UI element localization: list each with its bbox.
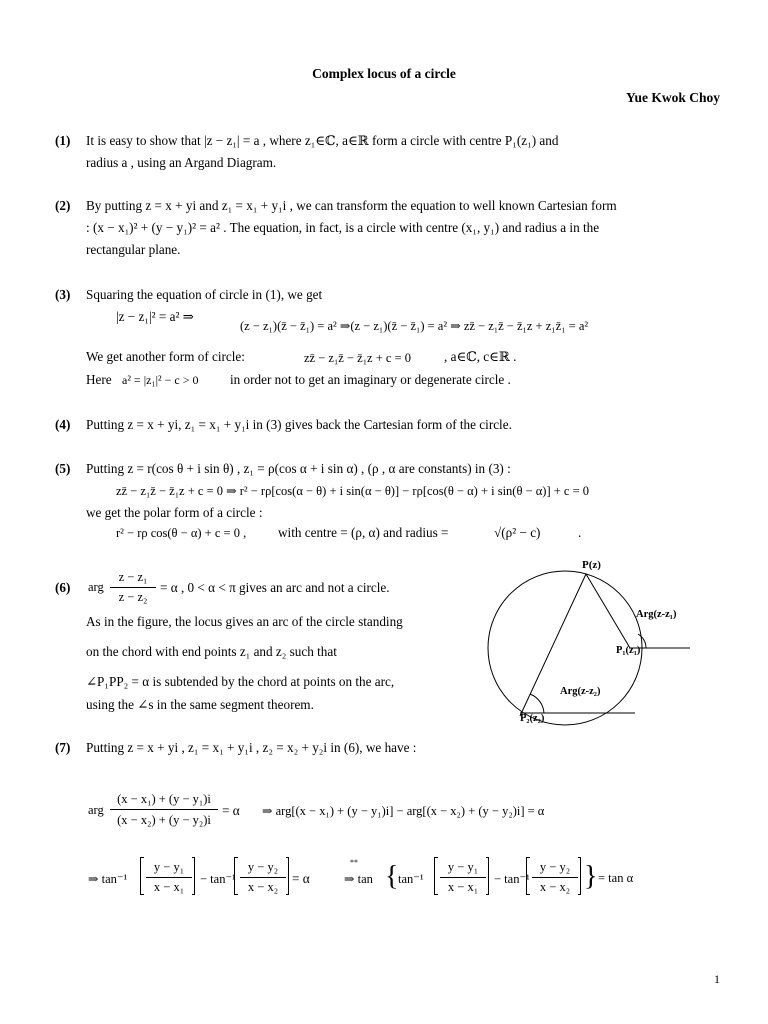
section-7-eq3-bracket-2-left xyxy=(526,857,530,895)
section-7-eq3-numerator-2: y − y₂ xyxy=(539,860,571,874)
section-5-equation-2a: r² − rρ cos(θ − α) + c = 0 , xyxy=(116,526,247,540)
section-6-number: (6) xyxy=(55,580,71,595)
section-7-eq1-arg: arg xyxy=(88,803,104,817)
section-7-eq2-bracket-1-left xyxy=(140,857,144,895)
section-7-eq1-rhs: = α xyxy=(222,803,240,818)
label-p2: P₂(z₂) xyxy=(520,713,545,724)
section-7-eq3-fraction-bar-1 xyxy=(440,877,486,878)
section-7-eq3-bracket-1-left xyxy=(434,857,438,895)
section-7-eq2-bracket-1-right xyxy=(192,857,195,895)
author-name: Yue Kwok Choy xyxy=(625,90,720,105)
section-6-fraction-denominator: z − z₂ xyxy=(118,590,148,604)
angle-arc-p2 xyxy=(530,694,544,713)
section-5-equation-2b: with centre = (ρ, α) and radius = xyxy=(278,525,449,540)
section-7-eq1-arg-difference: ⇒ arg[(x − x₁) + (y − y₁)i] − arg[(x − x₂) + (y − y₂)i] = α xyxy=(262,804,545,818)
section-7-eq2-numerator-1: y − y₁ xyxy=(153,860,185,874)
section-7-eq1-fraction-bar xyxy=(110,809,218,810)
document-title: Complex locus of a circle xyxy=(312,66,456,81)
section-2-number: (2) xyxy=(55,198,71,213)
section-5-number: (5) xyxy=(55,461,71,476)
section-7-number: (7) xyxy=(55,740,71,755)
section-3-number: (3) xyxy=(55,287,71,302)
section-2-line-3: rectangular plane. xyxy=(86,242,181,257)
section-7-eq2-fraction-bar-1 xyxy=(146,877,192,878)
section-6-line-3: on the chord with end points z₁ and z₂ such that xyxy=(86,644,337,659)
section-6-fraction-bar xyxy=(110,587,156,588)
section-7-line-1: Putting z = x + yi , z₁ = x₁ + y₁i , z₂ = x₂ + y₂i in (6), we have : xyxy=(86,740,417,755)
section-7-eq3-minus: − tan⁻¹ xyxy=(494,872,530,886)
section-1-line-1: It is easy to show that |z − z₁| = a , where z₁∈ℂ, a∈ℝ form a circle with centre P₁(z₁) and xyxy=(86,133,559,148)
section-7-eq2-fraction-bar-2 xyxy=(240,877,286,878)
section-6-condition: = α , 0 < α < π gives an arc and not a circle. xyxy=(160,580,390,595)
section-5-line-1: Putting z = r(cos θ + i sin θ) , z₁ = ρ(cos α + i sin α) , (ρ , α are constants) in (3) : xyxy=(86,461,511,476)
section-7-eq3-tan-inverse: tan⁻¹ xyxy=(398,872,424,886)
section-1-number: (1) xyxy=(55,133,71,148)
section-3-line-3c: in order not to get an imaginary or degenerate circle . xyxy=(230,372,511,387)
section-4-line-1: Putting z = x + yi, z₁ = x₁ + y₁i in (3) gives back the Cartesian form of the circle. xyxy=(86,417,512,432)
section-3-line-2c: , a∈ℂ, c∈ℝ . xyxy=(444,349,517,364)
section-3-equation-1b: (z − z₁)(z̄ − z̄₁) = a² ⇒(z − z₁)(z̄ − z̄₁) = a² ⇒ zz̄ − z₁z̄ − z̄₁z + z₁z̄₁ = a² xyxy=(240,319,589,333)
label-p: P(z) xyxy=(582,559,601,571)
section-7-eq1-denominator: (x − x₂) + (y − y₂)i xyxy=(117,813,211,827)
section-5-equation-2d: . xyxy=(578,525,582,540)
circle-arc-figure xyxy=(470,555,730,730)
section-7-eq3-lead: ⇒ tan xyxy=(344,872,373,886)
section-6-fraction-numerator: z − z₁ xyxy=(118,570,148,584)
section-7-eq2-minus: − tan⁻¹ xyxy=(200,872,236,886)
page-number: 1 xyxy=(714,972,720,986)
section-7-eq1-numerator: (x − x₁) + (y − y₁)i xyxy=(117,792,211,806)
section-7-eq2-lead: ⇒ tan⁻¹ xyxy=(88,872,128,886)
section-3-line-2a: We get another form of circle: xyxy=(86,349,245,364)
section-7-eq3-rhs: = tan α xyxy=(598,871,634,885)
label-arg-z-z1: Arg(z-z₁) xyxy=(636,609,677,620)
section-7-eq2-denominator-1: x − x₁ xyxy=(153,880,185,894)
label-p1: P₁(z₁) xyxy=(616,645,641,656)
section-7-eq3-bracket-2-right xyxy=(578,857,581,895)
section-7-eq3-denominator-1: x − x₁ xyxy=(447,880,479,894)
section-2-line-2: : (x − x₁)² + (y − y₁)² = a² . The equation, in fact, is a circle with centre (x₁, y₁) and radius a in the xyxy=(86,220,600,235)
section-3-line-1: Squaring the equation of circle in (1), we get xyxy=(86,287,323,302)
section-3-equation-1a: |z − z₁|² = a² ⇒ xyxy=(116,309,194,324)
section-7-eq3-numerator-1: y − y₁ xyxy=(447,860,479,874)
section-7-eq3-brace-right: } xyxy=(584,861,598,892)
section-3-line-2b: zz̄ − z₁z̄ − z̄₁z + c = 0 xyxy=(304,351,412,365)
section-6-arg: arg xyxy=(88,580,104,594)
section-5-equation-1: zz̄ − z₁z̄ − z̄₁z + c = 0 ⇒ r² − rρ[cos(α − θ) + i sin(α − θ)] − rρ[cos(θ − α) + i sin(θ − α)] + c = 0 xyxy=(116,484,590,498)
section-7-eq2-denominator-2: x − x₂ xyxy=(247,880,279,894)
section-3-line-3b: a² = |z₁|² − c > 0 xyxy=(122,373,199,387)
section-7-eq3-star: ** xyxy=(350,858,358,867)
section-5-equation-2c: √(ρ² − c) xyxy=(494,525,541,540)
section-6-line-4: ∠P₁PP₂ = α is subtended by the chord at points on the arc, xyxy=(86,674,395,689)
section-7-eq3-bracket-1-right xyxy=(486,857,489,895)
section-6-line-5: using the ∠s in the same segment theorem. xyxy=(86,697,314,712)
section-3-line-3a: Here xyxy=(86,372,112,387)
section-4-number: (4) xyxy=(55,417,71,432)
section-7-eq2-numerator-2: y − y₂ xyxy=(247,860,279,874)
label-arg-z-z2: Arg(z-z₂) xyxy=(560,686,601,697)
section-7-eq2-bracket-2-right xyxy=(286,857,289,895)
section-7-eq3-denominator-2: x − x₂ xyxy=(539,880,571,894)
section-5-line-2: we get the polar form of a circle : xyxy=(86,505,263,520)
section-1-line-2: radius a , using an Argand Diagram. xyxy=(86,155,277,170)
section-6-line-2: As in the figure, the locus gives an arc of the circle standing xyxy=(86,614,403,629)
section-7-eq2-bracket-2-left xyxy=(234,857,238,895)
chord-p-p1 xyxy=(586,574,630,648)
section-7-eq2-rhs: = α xyxy=(292,871,310,886)
section-2-line-1: By putting z = x + yi and z₁ = x₁ + y₁i , we can transform the equation to well known Cartesian form xyxy=(86,198,617,213)
section-7-eq3-brace-left: { xyxy=(385,861,399,892)
section-7-eq3-fraction-bar-2 xyxy=(532,877,578,878)
